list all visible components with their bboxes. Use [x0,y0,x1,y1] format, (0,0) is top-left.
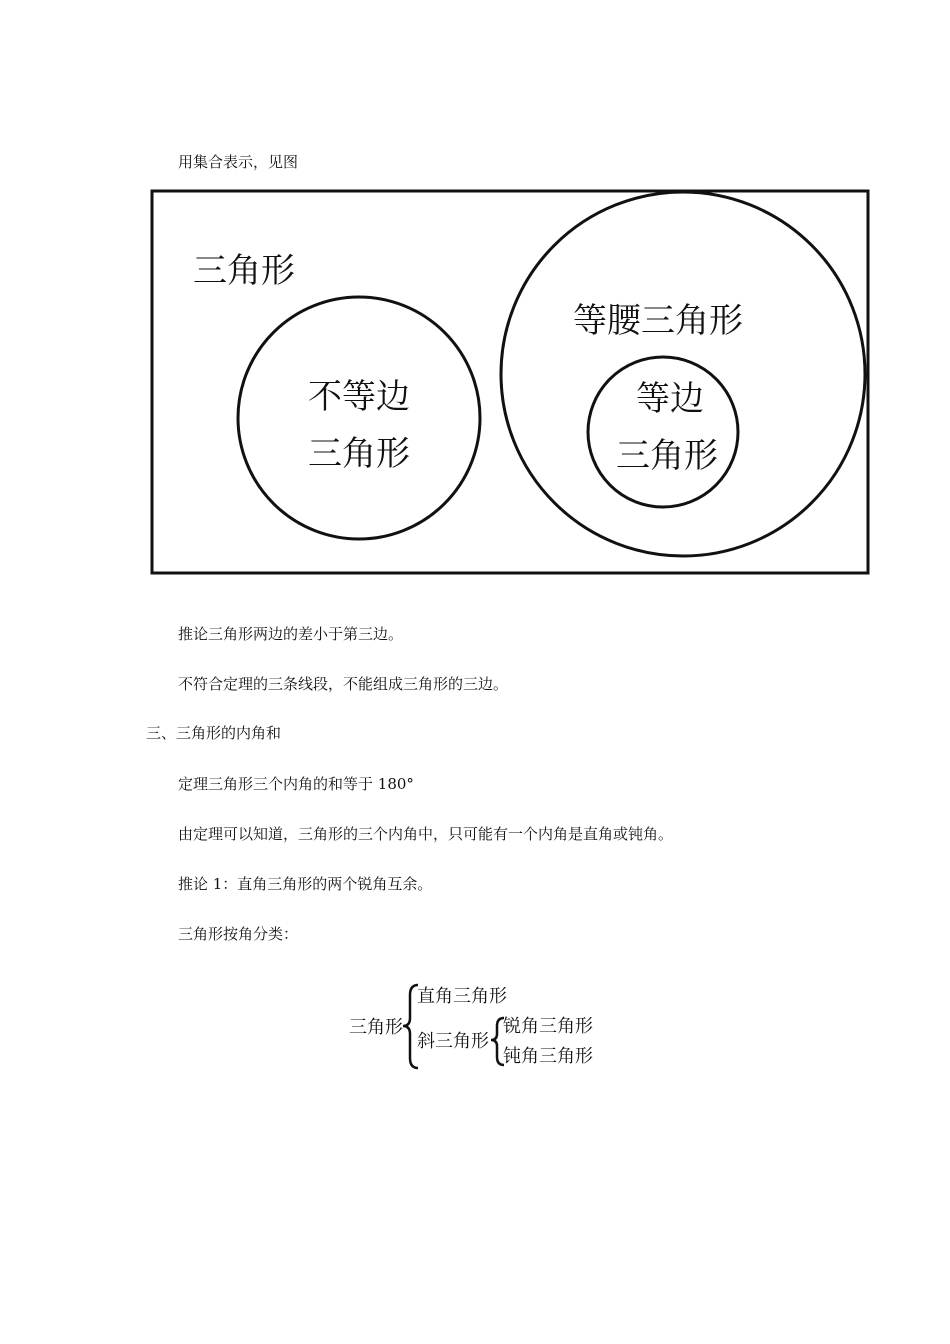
intro-text: 用集合表示，见图 [178,153,299,171]
acute-triangle-label: 锐角三角形 [503,1016,593,1037]
classification-root: 三角形 [349,1017,403,1038]
obtuse-triangle-label: 钝角三角形 [503,1046,593,1067]
oblique-brace [491,1018,504,1065]
right-triangle-label: 直角三角形 [417,986,507,1007]
triangle-set-box [152,191,868,573]
section-heading: 三、三角形的内角和 [146,724,282,742]
corollary-sides: 推论三角形两边的差小于第三边。 [178,625,404,643]
triangle-set-label: 三角形 [193,251,295,291]
isosceles-circle [501,192,865,556]
equilateral-circle [588,357,738,507]
scalene-circle [238,297,480,539]
not-conforming-text: 不符合定理的三条线段，不能组成三角形的三边。 [178,675,509,693]
scalene-label-line2: 三角形 [308,434,410,474]
equilateral-label-line1: 等边 [636,379,704,419]
scalene-label-line1: 不等边 [308,377,410,417]
corollary-1-text: 推论 1：直角三角形的两个锐角互余。 [178,875,433,893]
oblique-triangle-label: 斜三角形 [417,1031,489,1052]
isosceles-label: 等腰三角形 [573,301,743,341]
classify-by-angle-text: 三角形按角分类： [178,925,299,943]
from-theorem-text: 由定理可以知道，三角形的三个内角中，只可能有一个内角是直角或钝角。 [178,825,674,843]
theorem-text: 定理三角形三个内角的和等于 180° [178,775,414,793]
root-brace [403,985,418,1068]
equilateral-label-line2: 三角形 [616,436,718,476]
